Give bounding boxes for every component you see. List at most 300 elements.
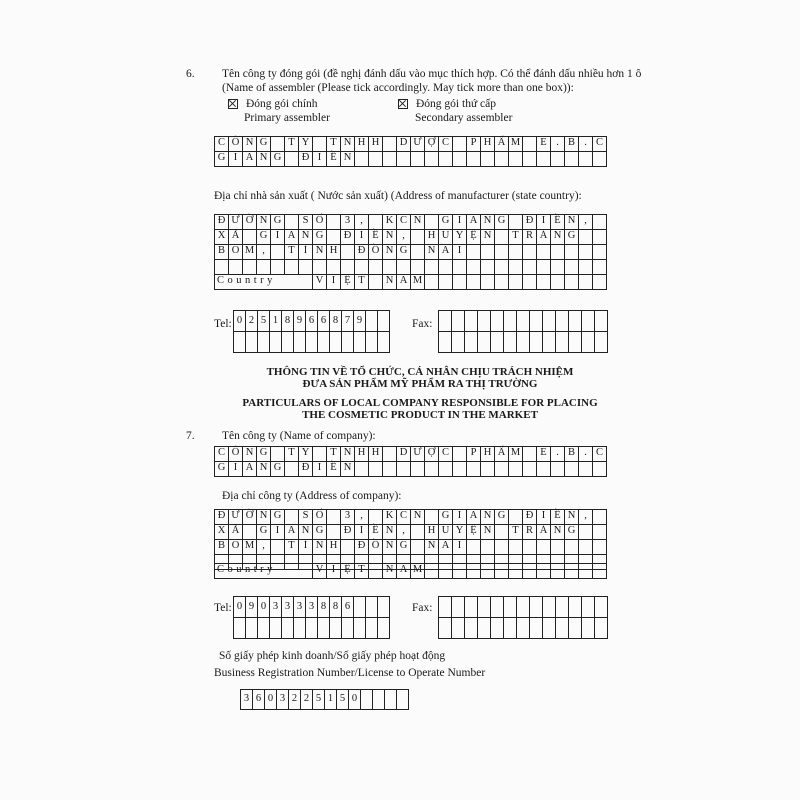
grid-cell[interactable] (465, 618, 478, 639)
grid-cell[interactable]: G (439, 215, 453, 230)
grid-cell[interactable] (491, 597, 504, 618)
grid-cell[interactable]: 1 (270, 311, 282, 332)
grid-cell[interactable]: Đ (355, 245, 369, 260)
grid-cell[interactable] (439, 152, 453, 167)
grid-cell[interactable] (551, 275, 565, 290)
grid-cell[interactable] (369, 564, 383, 579)
grid-cell[interactable] (579, 275, 593, 290)
grid-cell[interactable] (425, 215, 439, 230)
grid-cell[interactable]: N (551, 525, 565, 540)
grid-cell[interactable] (565, 275, 579, 290)
grid-cell[interactable]: I (453, 510, 467, 525)
grid-cell[interactable] (565, 260, 579, 275)
grid-cell[interactable] (243, 260, 257, 275)
grid-cell[interactable] (383, 152, 397, 167)
grid-cell[interactable]: 0 (349, 690, 361, 710)
grid-cell[interactable] (579, 260, 593, 275)
grid-cell[interactable] (593, 462, 607, 477)
grid-cell[interactable] (504, 332, 517, 353)
grid-cell[interactable]: I (271, 525, 285, 540)
grid-cell[interactable]: T (285, 540, 299, 555)
grid-cell[interactable] (294, 618, 306, 639)
grid-cell[interactable] (495, 275, 509, 290)
grid-cell[interactable] (342, 332, 354, 353)
grid-cell[interactable] (509, 564, 523, 579)
grid-cell[interactable] (366, 618, 378, 639)
grid-cell[interactable]: G (257, 230, 271, 245)
grid-cell[interactable] (537, 540, 551, 555)
grid-cell[interactable]: A (467, 215, 481, 230)
grid-cell[interactable]: 6 (318, 311, 330, 332)
grid-cell[interactable]: 5 (313, 690, 325, 710)
grid-cell[interactable]: 0 (265, 690, 277, 710)
grid-cell[interactable] (327, 510, 341, 525)
grid-cell[interactable] (595, 597, 608, 618)
grid-cell[interactable] (593, 245, 607, 260)
grid-cell[interactable] (523, 137, 537, 152)
grid-cell[interactable]: Đ (341, 230, 355, 245)
grid-cell[interactable]: G (257, 525, 271, 540)
grid-cell[interactable]: Ã (229, 525, 243, 540)
grid-cell[interactable] (397, 260, 411, 275)
grid-cell[interactable]: N (565, 215, 579, 230)
grid-cell[interactable] (318, 618, 330, 639)
grid-cell[interactable] (495, 245, 509, 260)
grid-cell[interactable] (467, 462, 481, 477)
grid-cell[interactable]: C (593, 447, 607, 462)
grid-cell[interactable]: G (215, 152, 229, 167)
grid-cell[interactable] (271, 260, 285, 275)
grid-cell[interactable]: , (397, 230, 411, 245)
grid-cell[interactable]: 3 (282, 597, 294, 618)
grid-cell[interactable]: 9 (354, 311, 366, 332)
grid-cell[interactable]: Đ (355, 540, 369, 555)
grid-cell[interactable]: . (551, 137, 565, 152)
grid-cell[interactable]: G (313, 230, 327, 245)
grid-cell[interactable] (543, 597, 556, 618)
grid-cell[interactable] (453, 447, 467, 462)
grid-cell[interactable] (579, 152, 593, 167)
grid-cell[interactable] (383, 462, 397, 477)
grid-cell[interactable]: 0 (234, 597, 246, 618)
grid-cell[interactable]: N (383, 540, 397, 555)
grid-cell[interactable]: H (355, 137, 369, 152)
grid-cell[interactable]: G (565, 230, 579, 245)
grid-cell[interactable]: E (537, 137, 551, 152)
grid-cell[interactable]: Y (299, 137, 313, 152)
grid-cell[interactable] (569, 597, 582, 618)
grid-cell[interactable]: Ẩ (495, 137, 509, 152)
grid-cell[interactable]: I (313, 462, 327, 477)
grid-cell[interactable] (258, 618, 270, 639)
grid-cell[interactable]: N (313, 245, 327, 260)
grid-cell[interactable] (271, 245, 285, 260)
grid-cell[interactable] (543, 618, 556, 639)
grid-cell[interactable] (215, 260, 229, 275)
grid-cell[interactable]: Ề (369, 230, 383, 245)
grid-cell[interactable]: U (439, 230, 453, 245)
grid-cell[interactable]: 9 (246, 597, 258, 618)
grid-cell[interactable]: G (397, 540, 411, 555)
grid-cell[interactable]: A (397, 275, 411, 290)
grid-cell[interactable] (411, 245, 425, 260)
grid-cell[interactable]: 7 (342, 311, 354, 332)
grid-cell[interactable] (378, 597, 390, 618)
grid-cell[interactable]: N (383, 245, 397, 260)
grid-cell[interactable]: 6 (342, 597, 354, 618)
grid-cell[interactable] (593, 260, 607, 275)
grid-cell[interactable]: 5 (337, 690, 349, 710)
grid-cell[interactable]: I (537, 215, 551, 230)
grid-cell[interactable]: , (257, 540, 271, 555)
grid-cell[interactable] (565, 152, 579, 167)
grid-cell[interactable]: Ỉ (299, 245, 313, 260)
grid-cell[interactable] (530, 597, 543, 618)
grid-cell[interactable]: Y (453, 230, 467, 245)
grid-cell[interactable] (285, 462, 299, 477)
grid-cell[interactable]: C (215, 137, 229, 152)
business-registration-grid[interactable] (240, 689, 409, 710)
grid-cell[interactable] (517, 618, 530, 639)
grid-cell[interactable] (491, 618, 504, 639)
grid-cell[interactable] (373, 690, 385, 710)
grid-cell[interactable] (313, 137, 327, 152)
checked-box-icon[interactable] (398, 99, 408, 109)
grid-cell[interactable]: A (467, 510, 481, 525)
grid-cell[interactable] (327, 230, 341, 245)
grid-cell[interactable] (481, 260, 495, 275)
grid-cell[interactable]: U (439, 525, 453, 540)
grid-cell[interactable] (411, 525, 425, 540)
grid-cell[interactable] (467, 564, 481, 579)
grid-cell[interactable] (453, 260, 467, 275)
grid-cell[interactable]: 6 (306, 311, 318, 332)
grid-cell[interactable]: Ư (411, 137, 425, 152)
grid-cell[interactable] (495, 564, 509, 579)
grid-cell[interactable] (354, 597, 366, 618)
grid-cell[interactable] (453, 462, 467, 477)
grid-cell[interactable]: Đ (299, 462, 313, 477)
grid-cell[interactable] (537, 275, 551, 290)
grid-cell[interactable]: Ề (551, 215, 565, 230)
grid-cell[interactable] (354, 618, 366, 639)
grid-cell[interactable] (495, 540, 509, 555)
grid-cell[interactable]: H (481, 137, 495, 152)
company-name-grid[interactable] (214, 446, 607, 477)
grid-cell[interactable]: N (257, 462, 271, 477)
grid-cell[interactable] (270, 618, 282, 639)
grid-cell[interactable] (579, 564, 593, 579)
grid-cell[interactable]: I (355, 230, 369, 245)
grid-cell[interactable] (355, 462, 369, 477)
grid-cell[interactable] (491, 311, 504, 332)
grid-cell[interactable]: , (397, 525, 411, 540)
grid-cell[interactable] (243, 230, 257, 245)
grid-cell[interactable] (523, 275, 537, 290)
grid-cell[interactable]: Y (299, 447, 313, 462)
grid-cell[interactable]: G (271, 462, 285, 477)
grid-cell[interactable] (523, 540, 537, 555)
company-fax-grid[interactable] (438, 596, 608, 639)
grid-cell[interactable]: Ệ (341, 275, 355, 290)
grid-cell[interactable]: A (397, 564, 411, 579)
grid-cell[interactable]: Ợ (425, 137, 439, 152)
grid-cell[interactable] (411, 260, 425, 275)
grid-cell[interactable] (327, 215, 341, 230)
grid-cell[interactable] (523, 260, 537, 275)
secondary-assembler-option[interactable] (398, 98, 496, 111)
grid-cell[interactable]: M (243, 540, 257, 555)
grid-cell[interactable] (439, 260, 453, 275)
grid-cell[interactable]: Đ (341, 525, 355, 540)
grid-cell[interactable]: 3 (241, 690, 253, 710)
grid-cell[interactable]: E (537, 447, 551, 462)
grid-cell[interactable] (467, 540, 481, 555)
grid-cell[interactable] (453, 275, 467, 290)
grid-cell[interactable] (439, 597, 452, 618)
manufacturer-address-grid[interactable] (214, 214, 607, 275)
checked-box-icon[interactable] (228, 99, 238, 109)
grid-cell[interactable]: Ệ (341, 564, 355, 579)
grid-cell[interactable] (530, 311, 543, 332)
grid-cell[interactable] (478, 618, 491, 639)
grid-cell[interactable]: 2 (289, 690, 301, 710)
grid-cell[interactable] (341, 245, 355, 260)
grid-cell[interactable] (467, 275, 481, 290)
grid-cell[interactable]: 0 (234, 311, 246, 332)
grid-cell[interactable]: N (243, 137, 257, 152)
grid-cell[interactable] (369, 215, 383, 230)
grid-cell[interactable] (509, 215, 523, 230)
grid-cell[interactable]: 8 (330, 597, 342, 618)
grid-cell[interactable] (478, 597, 491, 618)
grid-cell[interactable]: T (509, 230, 523, 245)
grid-cell[interactable] (582, 618, 595, 639)
grid-cell[interactable] (467, 245, 481, 260)
grid-cell[interactable] (366, 597, 378, 618)
grid-cell[interactable]: Ề (327, 152, 341, 167)
grid-cell[interactable]: N (481, 230, 495, 245)
grid-cell[interactable]: Ợ (425, 447, 439, 462)
grid-cell[interactable]: N (341, 462, 355, 477)
grid-cell[interactable]: P (467, 137, 481, 152)
grid-cell[interactable] (537, 245, 551, 260)
grid-cell[interactable]: G (271, 215, 285, 230)
grid-cell[interactable] (366, 311, 378, 332)
grid-cell[interactable] (551, 245, 565, 260)
grid-cell[interactable] (425, 510, 439, 525)
grid-cell[interactable] (504, 597, 517, 618)
grid-cell[interactable]: G (313, 525, 327, 540)
grid-cell[interactable] (452, 311, 465, 332)
grid-cell[interactable] (383, 260, 397, 275)
grid-cell[interactable]: N (313, 540, 327, 555)
grid-cell[interactable]: M (509, 447, 523, 462)
grid-cell[interactable]: N (383, 525, 397, 540)
grid-cell[interactable] (517, 311, 530, 332)
grid-cell[interactable]: C (397, 215, 411, 230)
grid-cell[interactable]: I (453, 245, 467, 260)
grid-cell[interactable]: S (299, 215, 313, 230)
grid-cell[interactable]: M (411, 564, 425, 579)
grid-cell[interactable] (593, 564, 607, 579)
grid-cell[interactable]: N (257, 215, 271, 230)
grid-cell[interactable]: , (355, 215, 369, 230)
grid-cell[interactable] (478, 311, 491, 332)
grid-cell[interactable]: 3 (294, 597, 306, 618)
grid-cell[interactable]: . (579, 137, 593, 152)
grid-cell[interactable]: C (439, 137, 453, 152)
grid-cell[interactable]: 8 (330, 311, 342, 332)
grid-cell[interactable] (465, 597, 478, 618)
grid-cell[interactable]: Ẩ (495, 447, 509, 462)
grid-cell[interactable]: I (229, 462, 243, 477)
grid-cell[interactable]: Ã (229, 230, 243, 245)
grid-cell[interactable] (342, 618, 354, 639)
grid-cell[interactable]: , (579, 215, 593, 230)
grid-cell[interactable] (569, 332, 582, 353)
grid-cell[interactable]: G (271, 510, 285, 525)
company-address-grid[interactable] (214, 509, 607, 570)
grid-cell[interactable] (378, 332, 390, 353)
grid-cell[interactable]: 3 (341, 215, 355, 230)
grid-cell[interactable]: N (411, 510, 425, 525)
grid-cell[interactable]: G (439, 510, 453, 525)
grid-cell[interactable]: N (383, 230, 397, 245)
grid-cell[interactable] (467, 260, 481, 275)
grid-cell[interactable]: N (299, 230, 313, 245)
grid-cell[interactable]: 9 (294, 311, 306, 332)
grid-cell[interactable]: R (523, 525, 537, 540)
grid-cell[interactable]: P (467, 447, 481, 462)
grid-cell[interactable]: Ư (229, 510, 243, 525)
grid-cell[interactable]: H (425, 230, 439, 245)
grid-cell[interactable]: Ồ (369, 540, 383, 555)
grid-cell[interactable]: G (257, 447, 271, 462)
primary-assembler-option[interactable] (228, 98, 318, 111)
grid-cell[interactable] (593, 540, 607, 555)
grid-cell[interactable]: N (481, 525, 495, 540)
grid-cell[interactable]: H (327, 540, 341, 555)
grid-cell[interactable]: T (327, 447, 341, 462)
grid-cell[interactable] (282, 618, 294, 639)
grid-cell[interactable] (378, 311, 390, 332)
grid-cell[interactable]: I (271, 230, 285, 245)
grid-cell[interactable] (593, 275, 607, 290)
grid-cell[interactable]: H (355, 447, 369, 462)
grid-cell[interactable] (453, 152, 467, 167)
grid-cell[interactable]: G (215, 462, 229, 477)
grid-cell[interactable] (509, 245, 523, 260)
grid-cell[interactable] (523, 447, 537, 462)
grid-cell[interactable] (565, 564, 579, 579)
grid-cell[interactable]: 0 (258, 597, 270, 618)
grid-cell[interactable]: N (299, 525, 313, 540)
grid-cell[interactable]: Đ (523, 215, 537, 230)
grid-cell[interactable] (465, 311, 478, 332)
grid-cell[interactable]: Ờ (243, 215, 257, 230)
grid-cell[interactable] (271, 447, 285, 462)
grid-cell[interactable]: N (257, 510, 271, 525)
grid-cell[interactable] (551, 152, 565, 167)
grid-cell[interactable]: I (453, 540, 467, 555)
grid-cell[interactable]: Đ (215, 215, 229, 230)
grid-cell[interactable] (582, 332, 595, 353)
grid-cell[interactable]: C (593, 137, 607, 152)
grid-cell[interactable] (467, 152, 481, 167)
grid-cell[interactable]: A (243, 152, 257, 167)
grid-cell[interactable]: T (285, 137, 299, 152)
grid-cell[interactable] (285, 152, 299, 167)
grid-cell[interactable]: G (495, 510, 509, 525)
grid-cell[interactable]: R (523, 230, 537, 245)
grid-cell[interactable] (257, 260, 271, 275)
grid-cell[interactable] (306, 618, 318, 639)
grid-cell[interactable]: M (411, 275, 425, 290)
grid-cell[interactable] (582, 597, 595, 618)
grid-cell[interactable] (383, 137, 397, 152)
assembler-name-grid[interactable] (214, 136, 607, 167)
grid-cell[interactable] (523, 462, 537, 477)
grid-cell[interactable] (556, 311, 569, 332)
grid-cell[interactable]: N (481, 510, 495, 525)
grid-cell[interactable]: B (565, 447, 579, 462)
grid-cell[interactable] (411, 152, 425, 167)
grid-cell[interactable]: B (215, 245, 229, 260)
grid-cell[interactable] (495, 152, 509, 167)
grid-cell[interactable]: X (215, 525, 229, 540)
grid-cell[interactable]: Đ (215, 510, 229, 525)
grid-cell[interactable] (243, 525, 257, 540)
grid-cell[interactable]: Đ (523, 510, 537, 525)
grid-cell[interactable] (361, 690, 373, 710)
grid-cell[interactable] (582, 311, 595, 332)
grid-cell[interactable] (341, 260, 355, 275)
grid-cell[interactable] (270, 332, 282, 353)
grid-cell[interactable]: K (383, 215, 397, 230)
grid-cell[interactable]: Ề (551, 510, 565, 525)
grid-cell[interactable] (282, 332, 294, 353)
grid-cell[interactable]: , (579, 510, 593, 525)
grid-cell[interactable] (481, 564, 495, 579)
grid-cell[interactable] (452, 618, 465, 639)
grid-cell[interactable] (453, 564, 467, 579)
grid-cell[interactable]: O (229, 245, 243, 260)
grid-cell[interactable]: Ệ (467, 525, 481, 540)
grid-cell[interactable]: G (257, 137, 271, 152)
grid-cell[interactable]: 2 (301, 690, 313, 710)
grid-cell[interactable] (478, 332, 491, 353)
grid-cell[interactable]: 5 (258, 311, 270, 332)
grid-cell[interactable] (495, 260, 509, 275)
grid-cell[interactable] (593, 525, 607, 540)
grid-cell[interactable]: X (215, 230, 229, 245)
grid-cell[interactable] (271, 540, 285, 555)
grid-cell[interactable]: I (327, 275, 341, 290)
grid-cell[interactable]: N (341, 152, 355, 167)
grid-cell[interactable]: V (313, 564, 327, 579)
grid-cell[interactable]: N (425, 245, 439, 260)
grid-cell[interactable]: V (313, 275, 327, 290)
manufacturer-fax-grid[interactable] (438, 310, 608, 353)
grid-cell[interactable] (294, 332, 306, 353)
grid-cell[interactable]: Ư (411, 447, 425, 462)
grid-cell[interactable] (595, 311, 608, 332)
grid-cell[interactable]: Ỉ (299, 540, 313, 555)
grid-cell[interactable] (565, 540, 579, 555)
grid-cell[interactable] (313, 447, 327, 462)
company-tel-grid[interactable] (233, 596, 390, 639)
